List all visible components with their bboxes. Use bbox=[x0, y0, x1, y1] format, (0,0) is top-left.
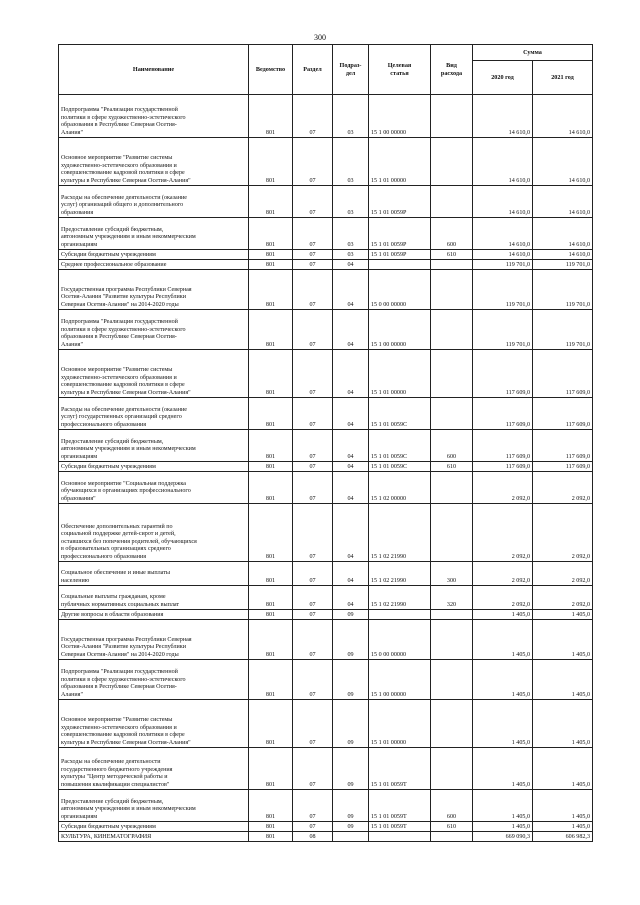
cell-y2021: 2 092,0 bbox=[533, 562, 593, 586]
cell-subsection: 03 bbox=[333, 138, 369, 186]
cell-agency: 801 bbox=[249, 95, 293, 138]
cell-y2020: 1 405,0 bbox=[473, 610, 533, 620]
cell-agency: 801 bbox=[249, 700, 293, 748]
cell-target: 15 1 01 00000 bbox=[369, 700, 431, 748]
cell-agency: 801 bbox=[249, 260, 293, 270]
cell-y2021: 1 405,0 bbox=[533, 660, 593, 700]
cell-subsection bbox=[333, 832, 369, 842]
cell-y2020: 14 610,0 bbox=[473, 250, 533, 260]
cell-section: 07 bbox=[293, 310, 333, 350]
cell-subsection: 04 bbox=[333, 260, 369, 270]
table-row bbox=[59, 832, 593, 842]
cell-name: Субсидии бюджетным учреждениям bbox=[59, 250, 249, 260]
cell-target: 15 1 01 0059С bbox=[369, 462, 431, 472]
cell-name: Расходы на обеспечение деятельности (оказание услуг) государственных организаций среднего профессионального образования bbox=[59, 398, 249, 430]
cell-subsection: 09 bbox=[333, 700, 369, 748]
cell-subsection: 09 bbox=[333, 610, 369, 620]
cell-target: 15 1 01 0059Т bbox=[369, 748, 431, 790]
table-row bbox=[59, 250, 593, 260]
cell-name: Социальные выплаты гражданам, кроме публичных нормативных социальных выплат bbox=[59, 586, 249, 610]
table-row bbox=[59, 398, 593, 430]
cell-y2021: 117 609,0 bbox=[533, 462, 593, 472]
table-row bbox=[59, 430, 593, 462]
cell-agency: 801 bbox=[249, 748, 293, 790]
cell-agency: 801 bbox=[249, 310, 293, 350]
page-number: 300 bbox=[314, 33, 326, 42]
table-row bbox=[59, 748, 593, 790]
cell-target: 15 1 00 00000 bbox=[369, 310, 431, 350]
cell-agency: 801 bbox=[249, 472, 293, 504]
cell-section: 07 bbox=[293, 186, 333, 218]
cell-y2021: 117 609,0 bbox=[533, 430, 593, 462]
cell-expense bbox=[431, 310, 473, 350]
cell-subsection: 04 bbox=[333, 270, 369, 310]
table-row bbox=[59, 260, 593, 270]
cell-expense bbox=[431, 610, 473, 620]
cell-subsection: 09 bbox=[333, 660, 369, 700]
table-row bbox=[59, 138, 593, 186]
cell-y2020: 14 610,0 bbox=[473, 138, 533, 186]
cell-expense: 600 bbox=[431, 790, 473, 822]
cell-target: 15 1 01 0059Р bbox=[369, 186, 431, 218]
header-agency: Ведомство bbox=[249, 45, 293, 95]
cell-expense bbox=[431, 398, 473, 430]
cell-agency: 801 bbox=[249, 462, 293, 472]
cell-subsection: 09 bbox=[333, 748, 369, 790]
cell-agency: 801 bbox=[249, 790, 293, 822]
table-row bbox=[59, 186, 593, 218]
cell-y2020: 2 092,0 bbox=[473, 562, 533, 586]
cell-y2021: 1 405,0 bbox=[533, 620, 593, 660]
cell-agency: 801 bbox=[249, 250, 293, 260]
cell-subsection: 04 bbox=[333, 586, 369, 610]
table-row bbox=[59, 822, 593, 832]
cell-name: Предоставление субсидий бюджетным, автономным учреждениям и иным некоммерческим организациям bbox=[59, 790, 249, 822]
cell-expense bbox=[431, 472, 473, 504]
table-row bbox=[59, 620, 593, 660]
cell-agency: 801 bbox=[249, 186, 293, 218]
cell-target: 15 1 01 0059Т bbox=[369, 790, 431, 822]
cell-y2021: 1 405,0 bbox=[533, 790, 593, 822]
cell-section: 07 bbox=[293, 398, 333, 430]
header-target: Целевая статья bbox=[369, 45, 431, 95]
cell-name: Субсидии бюджетным учреждениям bbox=[59, 822, 249, 832]
cell-y2020: 1 405,0 bbox=[473, 822, 533, 832]
cell-y2021: 14 610,0 bbox=[533, 250, 593, 260]
cell-expense bbox=[431, 138, 473, 186]
table-row bbox=[59, 504, 593, 562]
cell-expense: 300 bbox=[431, 562, 473, 586]
cell-y2020: 2 092,0 bbox=[473, 504, 533, 562]
cell-target bbox=[369, 832, 431, 842]
cell-y2021: 119 701,0 bbox=[533, 270, 593, 310]
cell-target: 15 0 00 00000 bbox=[369, 620, 431, 660]
cell-target: 15 1 01 0059Р bbox=[369, 250, 431, 260]
cell-y2021: 606 982,3 bbox=[533, 832, 593, 842]
cell-target: 15 0 00 00000 bbox=[369, 270, 431, 310]
table-row bbox=[59, 95, 593, 138]
cell-expense bbox=[431, 350, 473, 398]
cell-target: 15 1 02 21990 bbox=[369, 562, 431, 586]
cell-name: Среднее профессиональное образование bbox=[59, 260, 249, 270]
cell-section: 07 bbox=[293, 700, 333, 748]
cell-agency: 801 bbox=[249, 270, 293, 310]
cell-section: 07 bbox=[293, 260, 333, 270]
cell-y2021: 14 610,0 bbox=[533, 186, 593, 218]
header-name: Наименование bbox=[59, 45, 249, 95]
cell-agency: 801 bbox=[249, 504, 293, 562]
cell-subsection: 09 bbox=[333, 822, 369, 832]
cell-y2020: 117 609,0 bbox=[473, 350, 533, 398]
cell-subsection: 03 bbox=[333, 218, 369, 250]
cell-y2021: 14 610,0 bbox=[533, 218, 593, 250]
cell-expense: 320 bbox=[431, 586, 473, 610]
cell-subsection: 04 bbox=[333, 350, 369, 398]
cell-section: 07 bbox=[293, 660, 333, 700]
table-body bbox=[59, 95, 593, 842]
cell-agency: 801 bbox=[249, 822, 293, 832]
cell-y2020: 117 609,0 bbox=[473, 430, 533, 462]
cell-agency: 801 bbox=[249, 562, 293, 586]
cell-section: 07 bbox=[293, 790, 333, 822]
cell-target: 15 1 00 00000 bbox=[369, 95, 431, 138]
cell-name: Расходы на обеспечение деятельности (оказание услуг) организаций общего и дополнительного образования bbox=[59, 186, 249, 218]
cell-agency: 801 bbox=[249, 350, 293, 398]
cell-y2021: 2 092,0 bbox=[533, 504, 593, 562]
cell-name: Основное мероприятие "Развитие системы художественно-эстетического образования и совершенствование кадровой политики в сфере культуры в Республике Северная Осетия-Алания" bbox=[59, 138, 249, 186]
table-row bbox=[59, 350, 593, 398]
header-2021: 2021 год bbox=[533, 61, 593, 95]
cell-expense bbox=[431, 95, 473, 138]
cell-y2020: 1 405,0 bbox=[473, 700, 533, 748]
cell-y2020: 2 092,0 bbox=[473, 586, 533, 610]
table-row bbox=[59, 310, 593, 350]
header-2020: 2020 год bbox=[473, 61, 533, 95]
cell-subsection: 04 bbox=[333, 310, 369, 350]
cell-y2020: 117 609,0 bbox=[473, 398, 533, 430]
cell-y2020: 119 701,0 bbox=[473, 310, 533, 350]
cell-subsection: 03 bbox=[333, 250, 369, 260]
cell-expense bbox=[431, 504, 473, 562]
budget-table bbox=[58, 44, 593, 842]
cell-agency: 801 bbox=[249, 218, 293, 250]
cell-target: 15 1 02 21990 bbox=[369, 504, 431, 562]
table-row bbox=[59, 586, 593, 610]
cell-y2020: 14 610,0 bbox=[473, 218, 533, 250]
cell-section: 07 bbox=[293, 610, 333, 620]
cell-target: 15 1 01 00000 bbox=[369, 138, 431, 186]
cell-agency: 801 bbox=[249, 620, 293, 660]
cell-name: Предоставление субсидий бюджетным, автономным учреждениям и иным некоммерческим организациям bbox=[59, 218, 249, 250]
cell-expense bbox=[431, 832, 473, 842]
cell-section: 07 bbox=[293, 95, 333, 138]
table-row bbox=[59, 462, 593, 472]
cell-name: Подпрограмма "Реализация государственной политики в сфере художественно-эстетического образования в Республике Северная Осетия- Алания" bbox=[59, 660, 249, 700]
cell-section: 07 bbox=[293, 472, 333, 504]
cell-target: 15 1 01 00000 bbox=[369, 350, 431, 398]
cell-target: 15 1 01 0059Т bbox=[369, 822, 431, 832]
cell-section: 07 bbox=[293, 586, 333, 610]
cell-target: 15 1 01 0059С bbox=[369, 430, 431, 462]
cell-section: 07 bbox=[293, 430, 333, 462]
cell-y2020: 2 092,0 bbox=[473, 472, 533, 504]
cell-section: 07 bbox=[293, 138, 333, 186]
cell-subsection: 09 bbox=[333, 620, 369, 660]
cell-name: Основное мероприятие "Развитие системы художественно-эстетического образования и совершенствование кадровой политики в сфере культуры в Республике Северная Осетия-Алания" bbox=[59, 700, 249, 748]
cell-y2021: 119 701,0 bbox=[533, 310, 593, 350]
cell-expense bbox=[431, 270, 473, 310]
cell-y2021: 1 405,0 bbox=[533, 822, 593, 832]
cell-section: 07 bbox=[293, 504, 333, 562]
header-section: Раздел bbox=[293, 45, 333, 95]
cell-name: Обеспечение дополнительных гарантий по социальной поддержке детей-сирот и детей, оставшихся без попечения родителей, обучающихся в образовательных организациях среднего профессионального образования bbox=[59, 504, 249, 562]
table-row bbox=[59, 610, 593, 620]
cell-y2020: 117 609,0 bbox=[473, 462, 533, 472]
cell-name: Подпрограмма "Реализация государственной политики в сфере художественно-эстетического образования в Республике Северная Осетия- Алания" bbox=[59, 310, 249, 350]
table-row bbox=[59, 700, 593, 748]
cell-subsection: 03 bbox=[333, 186, 369, 218]
cell-name: Субсидии бюджетным учреждениям bbox=[59, 462, 249, 472]
cell-expense: 600 bbox=[431, 218, 473, 250]
cell-target: 15 1 00 00000 bbox=[369, 660, 431, 700]
cell-name: КУЛЬТУРА, КИНЕМАТОГРАФИЯ bbox=[59, 832, 249, 842]
cell-y2021: 1 405,0 bbox=[533, 700, 593, 748]
header-subsection: Подраз- дел bbox=[333, 45, 369, 95]
cell-y2021: 2 092,0 bbox=[533, 472, 593, 504]
cell-agency: 801 bbox=[249, 398, 293, 430]
cell-expense: 610 bbox=[431, 462, 473, 472]
cell-target: 15 1 01 0059С bbox=[369, 398, 431, 430]
cell-subsection: 04 bbox=[333, 398, 369, 430]
cell-expense bbox=[431, 660, 473, 700]
table-row bbox=[59, 218, 593, 250]
cell-y2020: 1 405,0 bbox=[473, 748, 533, 790]
cell-y2020: 119 701,0 bbox=[473, 270, 533, 310]
cell-name: Государственная программа Республики Северная Осетия-Алания "Развитие культуры Республики Северная Осетия-Алания" на 2014-2020 годы bbox=[59, 270, 249, 310]
cell-y2020: 14 610,0 bbox=[473, 95, 533, 138]
cell-y2020: 1 405,0 bbox=[473, 620, 533, 660]
cell-expense bbox=[431, 620, 473, 660]
cell-name: Подпрограмма "Реализация государственной политики в сфере художественно-эстетического образования в Республике Северная Осетия- Алания" bbox=[59, 95, 249, 138]
cell-y2021: 117 609,0 bbox=[533, 398, 593, 430]
cell-y2021: 117 609,0 bbox=[533, 350, 593, 398]
cell-section: 07 bbox=[293, 250, 333, 260]
cell-y2020: 119 701,0 bbox=[473, 260, 533, 270]
cell-name: Предоставление субсидий бюджетным, автономным учреждениям и иным некоммерческим организациям bbox=[59, 430, 249, 462]
cell-section: 07 bbox=[293, 620, 333, 660]
cell-section: 07 bbox=[293, 462, 333, 472]
cell-expense bbox=[431, 186, 473, 218]
cell-y2021: 1 405,0 bbox=[533, 748, 593, 790]
cell-target: 15 1 01 0059Р bbox=[369, 218, 431, 250]
cell-y2020: 669 090,3 bbox=[473, 832, 533, 842]
cell-agency: 801 bbox=[249, 832, 293, 842]
cell-y2021: 1 405,0 bbox=[533, 610, 593, 620]
cell-expense: 610 bbox=[431, 822, 473, 832]
cell-name: Расходы на обеспечение деятельности государственного бюджетного учреждения культуры "Центр методической работы и повышения квалификации специалистов" bbox=[59, 748, 249, 790]
cell-name: Основное мероприятие "Социальная поддержка обучающихся в организациях профессионального образования" bbox=[59, 472, 249, 504]
cell-subsection: 04 bbox=[333, 562, 369, 586]
cell-expense: 600 bbox=[431, 430, 473, 462]
cell-section: 08 bbox=[293, 832, 333, 842]
cell-y2020: 1 405,0 bbox=[473, 660, 533, 700]
cell-expense bbox=[431, 700, 473, 748]
table-row bbox=[59, 660, 593, 700]
cell-section: 07 bbox=[293, 350, 333, 398]
cell-y2021: 14 610,0 bbox=[533, 95, 593, 138]
cell-subsection: 04 bbox=[333, 462, 369, 472]
cell-target bbox=[369, 260, 431, 270]
cell-section: 07 bbox=[293, 218, 333, 250]
table-row bbox=[59, 472, 593, 504]
cell-section: 07 bbox=[293, 748, 333, 790]
cell-expense bbox=[431, 748, 473, 790]
cell-subsection: 04 bbox=[333, 472, 369, 504]
header-sum: Сумма bbox=[473, 45, 593, 61]
table-row bbox=[59, 790, 593, 822]
cell-section: 07 bbox=[293, 562, 333, 586]
cell-section: 07 bbox=[293, 822, 333, 832]
cell-subsection: 03 bbox=[333, 95, 369, 138]
cell-expense bbox=[431, 260, 473, 270]
table-row bbox=[59, 270, 593, 310]
cell-subsection: 04 bbox=[333, 430, 369, 462]
header-expense: Вид расхода bbox=[431, 45, 473, 95]
cell-y2020: 14 610,0 bbox=[473, 186, 533, 218]
cell-y2021: 2 092,0 bbox=[533, 586, 593, 610]
cell-agency: 801 bbox=[249, 138, 293, 186]
cell-name: Государственная программа Республики Северная Осетия-Алания "Развитие культуры Республики Северная Осетия-Алания" на 2014-2020 годы bbox=[59, 620, 249, 660]
cell-subsection: 09 bbox=[333, 790, 369, 822]
cell-agency: 801 bbox=[249, 586, 293, 610]
cell-y2021: 14 610,0 bbox=[533, 138, 593, 186]
cell-target: 15 1 02 21990 bbox=[369, 586, 431, 610]
cell-y2021: 119 701,0 bbox=[533, 260, 593, 270]
cell-subsection: 04 bbox=[333, 504, 369, 562]
cell-name: Социальное обеспечение и иные выплаты населению bbox=[59, 562, 249, 586]
cell-section: 07 bbox=[293, 270, 333, 310]
cell-name: Другие вопросы в области образования bbox=[59, 610, 249, 620]
table-row bbox=[59, 562, 593, 586]
cell-target: 15 1 02 00000 bbox=[369, 472, 431, 504]
cell-y2020: 1 405,0 bbox=[473, 790, 533, 822]
cell-agency: 801 bbox=[249, 610, 293, 620]
cell-expense: 610 bbox=[431, 250, 473, 260]
cell-agency: 801 bbox=[249, 430, 293, 462]
cell-target bbox=[369, 610, 431, 620]
cell-name: Основное мероприятие "Развитие системы художественно-эстетического образования и совершенствование кадровой политики в сфере культуры в Республике Северная Осетия-Алания" bbox=[59, 350, 249, 398]
cell-agency: 801 bbox=[249, 660, 293, 700]
